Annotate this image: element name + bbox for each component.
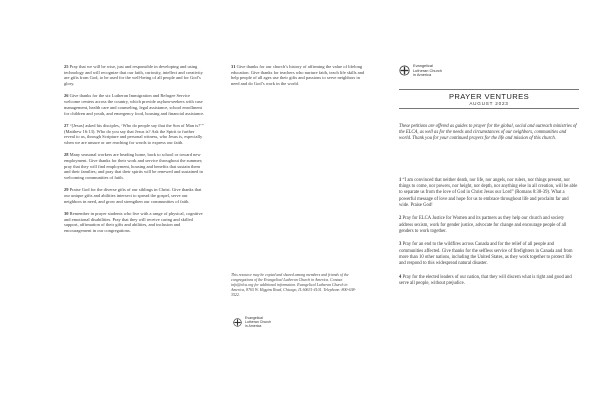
cross-emblem-icon — [399, 65, 410, 76]
prayer-number: 1 — [399, 178, 402, 183]
prayer-number: 28 — [64, 152, 69, 158]
cross-emblem-icon — [233, 318, 242, 327]
prayer-number: 29 — [64, 187, 69, 193]
elca-logo-small — [233, 316, 271, 328]
prayer-item — [399, 242, 579, 267]
prayer-item — [231, 64, 367, 87]
prayer-text: “I am convinced that neither death, nor life, nor angels, nor rulers, nor things present, nor things to come, nor powers, nor height, nor depth, nor anything else in all creation, will be able to separate us from the love of God in Christ Jesus our Lord” (Romans 8:38-39). What a powerful message of love and hope for us to embrace throughout life and proclaim far and wide. Praise God! — [399, 178, 578, 208]
cover-prayer-list — [399, 178, 579, 294]
prayer-item — [64, 187, 205, 204]
logo-wordmark — [413, 64, 442, 78]
prayer-item — [64, 152, 205, 181]
elca-logo — [399, 64, 442, 78]
prayer-number: 3 — [399, 242, 402, 248]
prayer-number: 25 — [64, 64, 69, 69]
middle-panel — [213, 0, 373, 400]
prayer-number: 4 — [399, 274, 402, 280]
prayer-text: Pray that we will be wise, just and responsible in developing and using technology and will recognize that our faith, curiosity, intellect and creativity are gifts from God, to be used for the well-being of all people and for God’s glory. — [64, 64, 203, 87]
prayer-number: 2 — [399, 216, 402, 222]
prayer-text: Remember in prayer students who live with a range of physical, cognitive and emotional disabilities. Pray that they will receive caring and skilled support, affirmation of their gifts and abilities, and inclusion and encouragement in our congregations. — [64, 211, 203, 234]
prayer-text: Pray for ELCA Justice for Women and its partners as they help our church and society address sexism, work for gender justice, advocate for change and encourage people of all genders to work together. — [399, 216, 567, 234]
prayer-number: 31 — [231, 64, 236, 69]
prayer-text: Praise God for the diverse gifts of our siblings in Christ. Give thanks that our unique gifts and abilities intersect to spread the gospel, serve our neighbors in need, and grow and strengthen our communities of faith. — [64, 187, 202, 204]
prayer-item — [399, 216, 579, 235]
prayer-item — [64, 93, 205, 116]
prayer-text: Many seasonal workers are heading home, back to school or toward new employment. Give thanks for their work and service throughout the summer; pray that they will find employment, housing and benefits that sustain them and their families; and pray that their spirits will be renewed and sustained in welcoming communities of faith. — [64, 152, 203, 181]
logo-line: Lutheran Church — [245, 320, 272, 325]
prayer-text: Give thanks for our church’s history of affirming the value of lifelong education. Give thanks for teachers who nurture faith, teach life skills and help people of all ages use their gifts and passions to serve neighbors in need and do God’s work in the world. — [231, 64, 365, 87]
prayer-item — [64, 211, 205, 234]
page-subtitle: AUGUST 2023 — [469, 101, 509, 106]
prayer-text: Pray for the elected leaders of our nation, that they will discern what is right and good and serve all people, without prejudice. — [399, 274, 572, 286]
prayer-item — [64, 123, 205, 146]
page-title: PRAYER VENTURES — [448, 92, 530, 101]
prayer-text: Give thanks for the six Lutheran Immigration and Refugee Service welcome centers across the country, which provide asylum-seekers with case management, health care and counseling, legal assistance, school enrollment for children and youth, and emergency food, housing and financial assistance. — [64, 93, 205, 116]
title-rule-bottom — [399, 108, 579, 109]
reproduction-note: This resource may be copied and shared among members and friends of the congregations of the Evangelical Lutheran Church in America. Contact info@elca.org for additional information. Evangelical Lutheran Church in America, 8765 W. Higgins Road, Chicago, IL 60631-4101. Telephone: 800-638-3522. — [231, 273, 356, 297]
left-panel — [0, 0, 213, 400]
logo-line: in America — [245, 324, 262, 329]
intro-text: These petitions are offered as guides to prayer for the global, social and outreach ministries of the ELCA, as well as for the needs and circumstances of our neighbors, communities and world. Thank you for your continued prayers for the life and mission of this church. — [399, 124, 577, 142]
logo-line: Evangelical — [413, 63, 433, 68]
prayer-item — [399, 275, 579, 287]
title-rule-top — [399, 89, 579, 90]
prayer-text: “[Jesus] asked his disciples, ‘Who do people say that the Son of Man is?’” (Matthew 16:13). Who do you say that Jesus is? Ask the Spirit to further reveal to us, through Scripture and personal witness, who Jesus is, especially when we are unsure or are reaching for words to express our faith. — [64, 122, 204, 145]
logo-line: in America — [413, 72, 432, 77]
prayer-item — [399, 178, 579, 209]
logo-wordmark — [245, 316, 271, 328]
prayer-number: 27 — [64, 122, 69, 128]
prayer-item — [64, 64, 205, 87]
logo-line: Lutheran Church — [413, 67, 442, 73]
prayer-number: 30 — [64, 211, 69, 217]
prayer-number: 26 — [64, 93, 69, 99]
logo-line: Evangelical — [245, 316, 263, 320]
prayer-text: Pray for an end to the wildfires across Canada and for the relief of all people and communities affected. Give thanks for the selfless service of firefighters in Canada and from more than 10 other nations, including the United States, as they work together to protect life and respond to this widespread natural disaster. — [399, 242, 573, 267]
